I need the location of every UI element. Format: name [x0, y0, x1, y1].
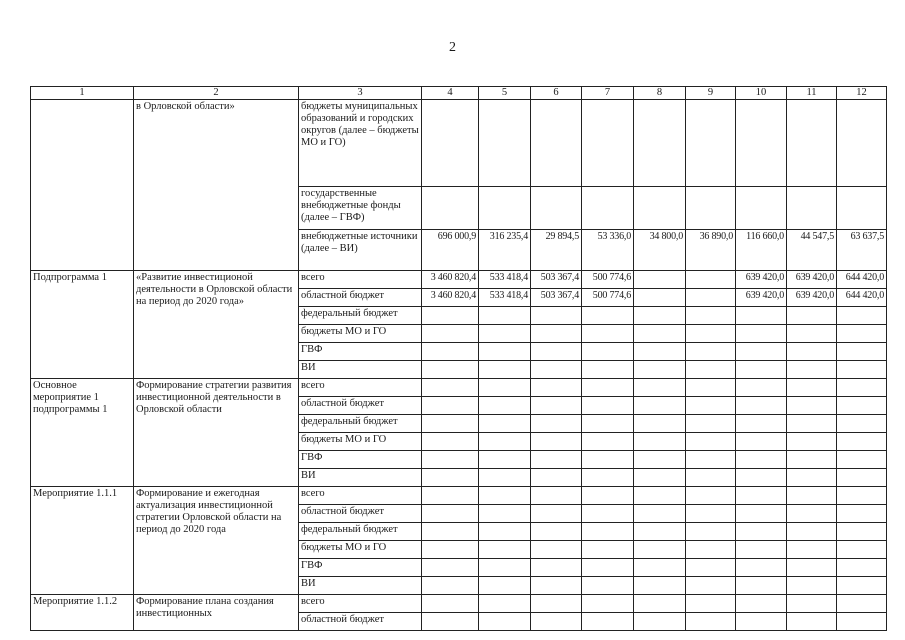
value-cell: 503 367,4	[531, 271, 582, 289]
value-cell	[422, 559, 479, 577]
value-cell	[634, 379, 686, 397]
funding-source: всего	[299, 271, 422, 289]
funding-source: ВИ	[299, 577, 422, 595]
value-cell	[837, 343, 887, 361]
value-cell	[736, 100, 787, 187]
value-cell	[837, 559, 887, 577]
value-cell	[531, 451, 582, 469]
column-header: 8	[634, 87, 686, 100]
value-cell	[582, 343, 634, 361]
value-cell: 533 418,4	[479, 289, 531, 307]
value-cell	[582, 469, 634, 487]
value-cell	[634, 469, 686, 487]
value-cell	[479, 595, 531, 613]
value-cell	[582, 415, 634, 433]
value-cell	[634, 523, 686, 541]
funding-source: бюджеты МО и ГО	[299, 325, 422, 343]
program-description: в Орловской области»	[134, 100, 299, 271]
value-cell	[686, 469, 736, 487]
value-cell	[736, 595, 787, 613]
value-cell: 34 800,0	[634, 230, 686, 271]
value-cell	[837, 451, 887, 469]
value-cell	[686, 505, 736, 523]
value-cell	[479, 469, 531, 487]
value-cell	[837, 361, 887, 379]
table-body	[31, 100, 887, 631]
value-cell	[686, 559, 736, 577]
value-cell	[582, 433, 634, 451]
value-cell	[736, 397, 787, 415]
value-cell	[686, 451, 736, 469]
column-header: 6	[531, 87, 582, 100]
value-cell	[582, 559, 634, 577]
value-cell	[634, 433, 686, 451]
value-cell	[422, 325, 479, 343]
value-cell	[582, 505, 634, 523]
value-cell: 44 547,5	[787, 230, 837, 271]
value-cell	[634, 187, 686, 230]
value-cell	[422, 613, 479, 631]
value-cell	[422, 487, 479, 505]
value-cell: 3 460 820,4	[422, 271, 479, 289]
value-cell: 639 420,0	[736, 289, 787, 307]
value-cell	[531, 523, 582, 541]
value-cell	[787, 433, 837, 451]
value-cell	[422, 307, 479, 325]
value-cell	[479, 415, 531, 433]
funding-source: федеральный бюджет	[299, 415, 422, 433]
funding-source: бюджеты муниципальных образований и городских округов (далее – бюджеты МО и ГО)	[299, 100, 422, 187]
value-cell	[736, 433, 787, 451]
value-cell: 53 336,0	[582, 230, 634, 271]
table-row	[31, 595, 887, 613]
value-cell	[531, 577, 582, 595]
program-name: Мероприятие 1.1.1	[31, 487, 134, 595]
column-number-row	[31, 87, 887, 100]
value-cell	[634, 343, 686, 361]
value-cell	[531, 415, 582, 433]
value-cell	[531, 595, 582, 613]
value-cell	[787, 307, 837, 325]
value-cell: 63 637,5	[837, 230, 887, 271]
value-cell	[479, 187, 531, 230]
value-cell	[837, 541, 887, 559]
value-cell	[531, 100, 582, 187]
value-cell	[736, 541, 787, 559]
value-cell	[422, 469, 479, 487]
value-cell	[686, 289, 736, 307]
program-name: Мероприятие 1.1.2	[31, 595, 134, 631]
value-cell	[686, 100, 736, 187]
column-header: 2	[134, 87, 299, 100]
value-cell	[787, 397, 837, 415]
value-cell	[686, 613, 736, 631]
value-cell	[736, 307, 787, 325]
value-cell	[479, 325, 531, 343]
value-cell	[634, 325, 686, 343]
value-cell	[479, 397, 531, 415]
value-cell: 639 420,0	[787, 289, 837, 307]
value-cell	[479, 451, 531, 469]
funding-source: областной бюджет	[299, 397, 422, 415]
value-cell	[837, 505, 887, 523]
value-cell	[686, 523, 736, 541]
column-header: 9	[686, 87, 736, 100]
value-cell	[634, 271, 686, 289]
value-cell: 500 774,6	[582, 271, 634, 289]
value-cell	[422, 505, 479, 523]
value-cell	[479, 487, 531, 505]
value-cell	[634, 451, 686, 469]
value-cell	[787, 559, 837, 577]
value-cell	[582, 613, 634, 631]
funding-source: федеральный бюджет	[299, 523, 422, 541]
value-cell: 29 894,5	[531, 230, 582, 271]
value-cell	[582, 541, 634, 559]
value-cell	[634, 487, 686, 505]
value-cell	[479, 361, 531, 379]
value-cell	[582, 379, 634, 397]
funding-source: государственные внебюджетные фонды (далее – ГВФ)	[299, 187, 422, 230]
value-cell	[686, 307, 736, 325]
value-cell	[531, 343, 582, 361]
column-header: 3	[299, 87, 422, 100]
value-cell	[422, 433, 479, 451]
value-cell	[422, 541, 479, 559]
value-cell	[479, 379, 531, 397]
funding-source: ГВФ	[299, 343, 422, 361]
value-cell	[634, 577, 686, 595]
value-cell	[736, 469, 787, 487]
value-cell	[736, 505, 787, 523]
value-cell	[479, 613, 531, 631]
column-header: 4	[422, 87, 479, 100]
value-cell	[422, 523, 479, 541]
funding-source: ВИ	[299, 469, 422, 487]
value-cell	[787, 487, 837, 505]
page-number: 2	[449, 40, 456, 55]
value-cell	[531, 505, 582, 523]
value-cell: 116 660,0	[736, 230, 787, 271]
value-cell	[422, 595, 479, 613]
value-cell	[634, 541, 686, 559]
value-cell	[582, 523, 634, 541]
value-cell	[736, 559, 787, 577]
column-header: 5	[479, 87, 531, 100]
value-cell	[837, 469, 887, 487]
value-cell	[531, 487, 582, 505]
value-cell	[531, 187, 582, 230]
value-cell	[634, 397, 686, 415]
value-cell	[686, 397, 736, 415]
value-cell	[422, 100, 479, 187]
value-cell	[686, 343, 736, 361]
value-cell	[686, 325, 736, 343]
value-cell	[582, 325, 634, 343]
value-cell: 639 420,0	[736, 271, 787, 289]
value-cell	[531, 613, 582, 631]
value-cell	[686, 487, 736, 505]
value-cell	[787, 379, 837, 397]
table-row	[31, 271, 887, 289]
value-cell	[686, 187, 736, 230]
value-cell	[787, 100, 837, 187]
value-cell	[736, 187, 787, 230]
value-cell	[634, 505, 686, 523]
funding-source: ГВФ	[299, 451, 422, 469]
value-cell	[531, 361, 582, 379]
value-cell	[787, 415, 837, 433]
value-cell	[582, 100, 634, 187]
value-cell	[422, 397, 479, 415]
value-cell	[634, 415, 686, 433]
funding-source: федеральный бюджет	[299, 307, 422, 325]
value-cell	[531, 469, 582, 487]
value-cell	[531, 307, 582, 325]
value-cell	[582, 397, 634, 415]
value-cell	[479, 307, 531, 325]
column-header: 7	[582, 87, 634, 100]
value-cell	[837, 379, 887, 397]
value-cell: 3 460 820,4	[422, 289, 479, 307]
funding-source: ВИ	[299, 361, 422, 379]
value-cell	[736, 361, 787, 379]
value-cell	[787, 577, 837, 595]
value-cell	[582, 361, 634, 379]
value-cell	[837, 613, 887, 631]
value-cell: 644 420,0	[837, 271, 887, 289]
value-cell	[787, 613, 837, 631]
value-cell	[686, 361, 736, 379]
program-description: Формирование плана создания инвестиционных	[134, 595, 299, 631]
value-cell	[422, 379, 479, 397]
value-cell	[479, 559, 531, 577]
value-cell	[736, 343, 787, 361]
program-description: Формирование и ежегодная актуализация инвестиционной стратегии Орловской области на период до 2020 года	[134, 487, 299, 595]
value-cell	[634, 307, 686, 325]
funding-source: областной бюджет	[299, 289, 422, 307]
value-cell	[787, 523, 837, 541]
value-cell	[787, 343, 837, 361]
value-cell	[837, 433, 887, 451]
value-cell: 533 418,4	[479, 271, 531, 289]
value-cell	[736, 325, 787, 343]
value-cell	[531, 541, 582, 559]
value-cell	[787, 505, 837, 523]
funding-source: ГВФ	[299, 559, 422, 577]
value-cell	[686, 433, 736, 451]
program-description: Формирование стратегии развития инвестиционной деятельности в Орловской области	[134, 379, 299, 487]
funding-source: областной бюджет	[299, 613, 422, 631]
value-cell	[479, 523, 531, 541]
value-cell	[837, 415, 887, 433]
value-cell	[634, 613, 686, 631]
value-cell	[531, 433, 582, 451]
table-row	[31, 487, 887, 505]
value-cell: 500 774,6	[582, 289, 634, 307]
value-cell	[582, 595, 634, 613]
value-cell	[736, 451, 787, 469]
value-cell	[787, 187, 837, 230]
value-cell	[479, 343, 531, 361]
value-cell	[837, 523, 887, 541]
value-cell	[582, 187, 634, 230]
value-cell	[422, 415, 479, 433]
value-cell: 639 420,0	[787, 271, 837, 289]
value-cell	[531, 325, 582, 343]
value-cell	[582, 577, 634, 595]
value-cell	[686, 379, 736, 397]
value-cell	[736, 415, 787, 433]
value-cell: 36 890,0	[686, 230, 736, 271]
value-cell	[787, 325, 837, 343]
value-cell	[531, 379, 582, 397]
value-cell	[736, 613, 787, 631]
value-cell	[479, 505, 531, 523]
value-cell	[634, 289, 686, 307]
column-header: 12	[837, 87, 887, 100]
value-cell	[686, 271, 736, 289]
value-cell	[634, 559, 686, 577]
funding-source: всего	[299, 379, 422, 397]
value-cell	[582, 307, 634, 325]
value-cell: 696 000,9	[422, 230, 479, 271]
value-cell: 503 367,4	[531, 289, 582, 307]
value-cell	[634, 100, 686, 187]
value-cell	[736, 487, 787, 505]
value-cell	[787, 595, 837, 613]
column-header: 1	[31, 87, 134, 100]
funding-source: всего	[299, 487, 422, 505]
funding-source: всего	[299, 595, 422, 613]
value-cell	[837, 187, 887, 230]
value-cell: 316 235,4	[479, 230, 531, 271]
value-cell	[736, 379, 787, 397]
value-cell	[479, 433, 531, 451]
value-cell	[837, 100, 887, 187]
value-cell	[479, 100, 531, 187]
funding-source: бюджеты МО и ГО	[299, 433, 422, 451]
value-cell	[422, 451, 479, 469]
value-cell	[479, 541, 531, 559]
value-cell: 644 420,0	[837, 289, 887, 307]
program-name: Подпрограмма 1	[31, 271, 134, 379]
value-cell	[787, 361, 837, 379]
value-cell	[787, 469, 837, 487]
value-cell	[479, 577, 531, 595]
value-cell	[837, 397, 887, 415]
value-cell	[736, 577, 787, 595]
value-cell	[787, 451, 837, 469]
value-cell	[837, 577, 887, 595]
value-cell	[686, 577, 736, 595]
value-cell	[837, 325, 887, 343]
value-cell	[634, 361, 686, 379]
value-cell	[837, 307, 887, 325]
table-row	[31, 100, 887, 187]
value-cell	[837, 487, 887, 505]
column-header: 11	[787, 87, 837, 100]
value-cell	[736, 523, 787, 541]
value-cell	[422, 343, 479, 361]
value-cell	[582, 451, 634, 469]
funding-source: внебюджетные источники (далее – ВИ)	[299, 230, 422, 271]
program-name: Основное мероприятие 1 подпрограммы 1	[31, 379, 134, 487]
funding-source: бюджеты МО и ГО	[299, 541, 422, 559]
value-cell	[837, 595, 887, 613]
value-cell	[422, 361, 479, 379]
funding-source: областной бюджет	[299, 505, 422, 523]
value-cell	[686, 595, 736, 613]
value-cell	[422, 187, 479, 230]
value-cell	[531, 397, 582, 415]
program-name-cell	[31, 100, 134, 271]
column-header: 10	[736, 87, 787, 100]
value-cell	[582, 487, 634, 505]
value-cell	[787, 541, 837, 559]
value-cell	[686, 541, 736, 559]
program-description: «Развитие инвестиционой деятельности в Орловской области на период до 2020 года»	[134, 271, 299, 379]
value-cell	[422, 577, 479, 595]
value-cell	[634, 595, 686, 613]
value-cell	[686, 415, 736, 433]
table-row	[31, 379, 887, 397]
budget-table	[30, 86, 887, 631]
value-cell	[531, 559, 582, 577]
